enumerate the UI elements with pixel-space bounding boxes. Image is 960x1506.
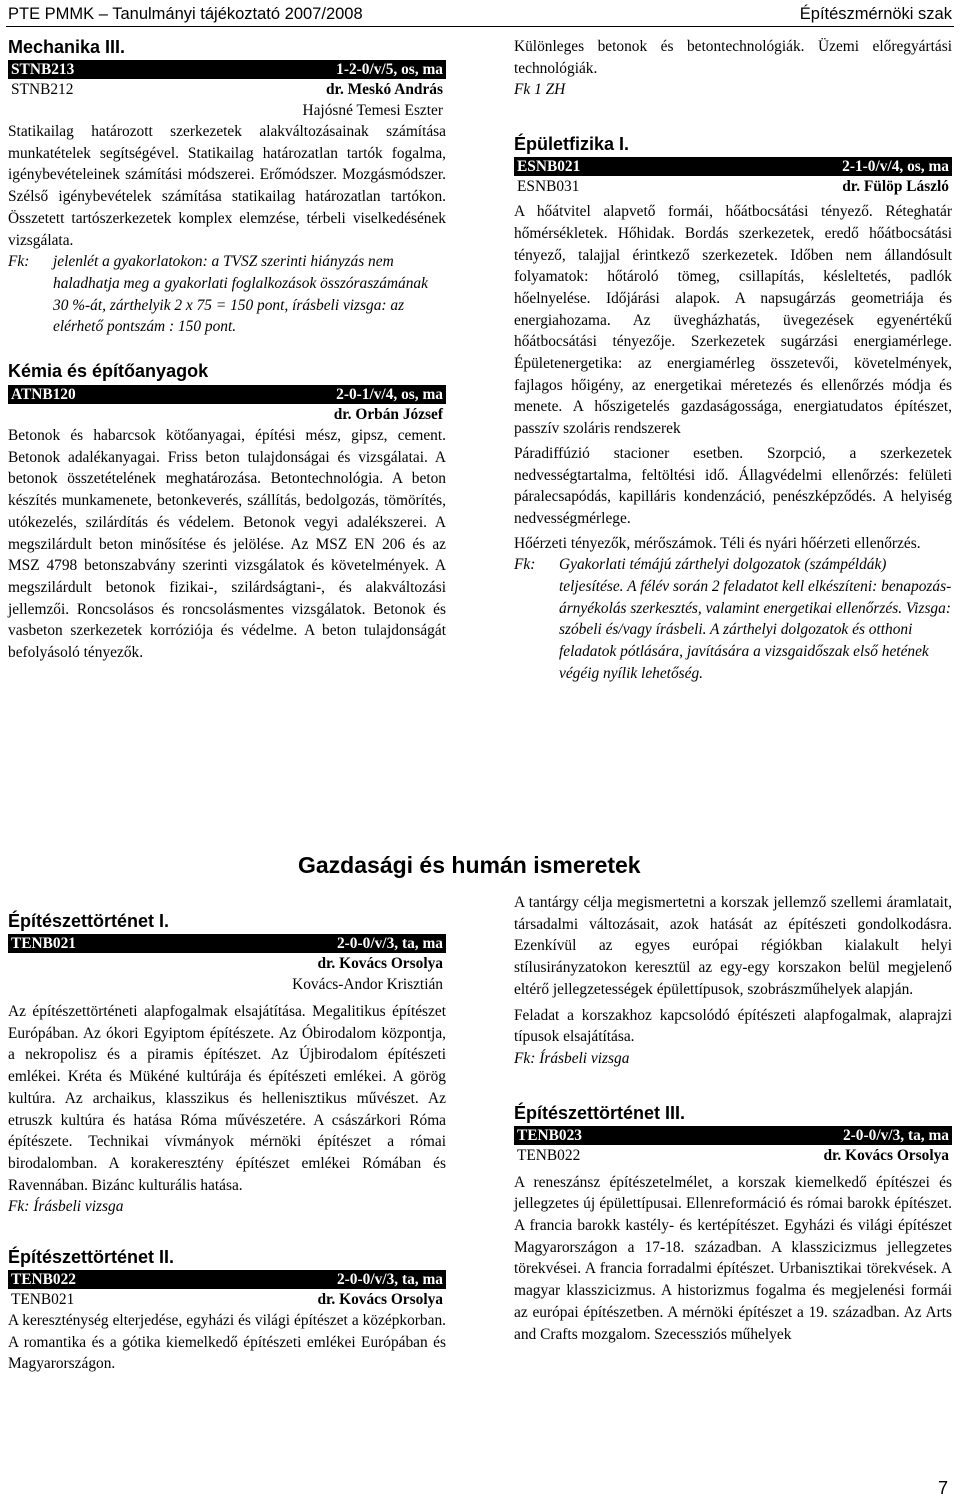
course-code: STNB213 xyxy=(11,61,75,78)
ept2-title: Építészettörténet II. xyxy=(8,1247,175,1268)
lecturer: dr. Kovács Orsolya xyxy=(317,955,443,972)
course-code: TENB021 xyxy=(11,935,76,952)
ept3-prereq-row xyxy=(514,1145,952,1166)
lecturer-2: Hajósné Temesi Eszter xyxy=(302,102,443,119)
course-credits: 2-0-0/v/3, ta, ma xyxy=(842,1126,949,1144)
intro-fk: Fk: Írásbeli vizsga xyxy=(514,1049,630,1067)
prereq-code: TENB022 xyxy=(517,1146,581,1164)
course-code: ESNB021 xyxy=(517,158,581,176)
epuletfizika-prereq-row xyxy=(514,176,952,197)
mechanika-code-bar xyxy=(8,60,446,79)
intro-p2: Feladat a korszakhoz kapcsolódó építészeti alapfogalmak, alaprajzi típusok elsajátítása. xyxy=(514,1006,952,1046)
course-credits: 2-1-0/v/4, os, ma xyxy=(842,158,949,176)
ept3-body: A reneszánsz építészetelmélet, a korszak kiemelkedő építészei és jellegzetes új épülettípusai. Ellenreformáció és római barokk építészet. A francia barokk kastély- és kertépítészet. Egyházi és világi építészet Magyarországon a 17-18. században. A klasszicizmus jellegzetes törekvései. A francia forradalmi építészet. Urbanisztikai törekvések. A magyar klasszicizmus. A historizmus fogalma és megjelenési formái az európai építészetben. A mérnöki építészet a 19. században. Az Arts and Crafts mozgalom. Szecessziós műhelyek xyxy=(514,1173,952,1343)
ept1-code-bar xyxy=(8,934,446,953)
ept1-body: Az építészettörténeti alapfogalmak elsajátítása. Megalitikus építészet Európában. Az ókori Egyiptom építészete. Az Óbirodalom központja, a nekropolisz és a piramis építészet. Az Újbirodalom építészeti emlékei. Kréta és Mükéné kultúrája és építészeti emlékei. A görög kultúra. Az archaikus, klasszikus és hellenisztikus művészet. Az etruszk kultúra és hatása Róma művészetére. A császárkori Róma építészete. Technikai vívmányok mérnöki építészet a római birodalomban. A korakeresztény építészet emlékei Rómában és Ravennában. Bizánc kulturális hatása. xyxy=(8,1003,446,1194)
left-column-bottom xyxy=(8,910,446,1375)
epuletfizika-title: Épületfizika I. xyxy=(514,134,630,155)
kemia-cont-body: Különleges betonok és betontechnológiák. Üzemi előregyártási technológiák. xyxy=(514,38,952,77)
lecturer: dr. Kovács Orsolya xyxy=(823,1146,949,1164)
lecturer-2: Kovács-Andor Krisztián xyxy=(292,976,443,993)
header-right: Építészmérnöki szak xyxy=(799,5,952,23)
ept3-code-bar xyxy=(514,1126,952,1145)
kemia-cont-fk: Fk 1 ZH xyxy=(514,81,566,99)
epuletfizika-code-bar xyxy=(514,157,952,176)
mechanika-body: Statikailag határozott szerkezetek alakváltozásainak számítása munkatételek segítségével. Statikailag határozatlan tartók fogalma, igénybevételeinek számítási módszerei. Erőmódszer. Mozgásmódszer. Szélső igénybevételek számítása statikailag határozatlan tartókon. Összetett tartószerkezetek komplex elemzése, térbeli viselkedésének vizsgálata. xyxy=(8,123,446,249)
prereq-code: TENB021 xyxy=(11,1291,75,1309)
epuletfizika-fk xyxy=(514,554,952,684)
prereq-code: STNB212 xyxy=(11,81,74,98)
page-header xyxy=(6,4,954,27)
right-column-bottom xyxy=(514,892,952,1345)
page-number: 7 xyxy=(938,1478,949,1498)
epuletfizika-p3: Hőérzeti tényezők, mérőszámok. Téli és nyári hőérzeti ellenőrzés. xyxy=(514,534,921,552)
lecturer: dr. Meskó András xyxy=(325,81,443,98)
epuletfizika-p1: A hőátvitel alapvető formái, hőátbocsátási tényező. Réteghatár hőmérsékletek. Hőhidak. Bordás szerkezetek, eredő hőátbocsátási tényező, talajjal érintkező szerkezetek. Időben nem állandósult folyamatok: hőtároló tömeg, csillapítás, késleltetés, padlók hőelnyelése. Időjárási alapok. A napsugárzás geometriája és energiahozama. Az üvegházhatás, üvegezések egyenértékű hőátbocsátási tényezője. Szerkezetek sugárzási energiamérlege. Épületenergetika: az energiamérleg összetevői, követelmények, fajlagos hőigény, az energetikai méretezés és ellenőrzés módja és menete. A hőszigetelés gazdaságossága, energiatudatos építészet, passzív szoláris rendszerek xyxy=(514,203,952,438)
course-credits: 1-2-0/v/5, os, ma xyxy=(336,61,443,78)
kemia-title: Kémia és építőanyagok xyxy=(8,361,209,382)
fk-label: Fk: xyxy=(514,556,536,574)
course-credits: 2-0-1/v/4, os, ma xyxy=(336,386,443,404)
lecturer: dr. Orbán József xyxy=(333,406,443,424)
left-column-top xyxy=(8,36,446,664)
mechanika-fk xyxy=(8,251,446,338)
mechanika-title: Mechanika III. xyxy=(8,37,126,57)
ept2-body: A kereszténység elterjedése, egyházi és világi építészet a középkorban. A romantika és a gótika kiemelkedő építészeti emlékei Európában és Magyarországon. xyxy=(8,1312,446,1373)
fk-label: Fk: xyxy=(8,253,30,271)
right-column-top xyxy=(514,36,952,685)
kemia-code-bar xyxy=(8,385,446,404)
prereq-code: ESNB031 xyxy=(517,178,580,196)
ept1-title: Építészettörténet I. xyxy=(8,911,170,931)
course-code: TENB022 xyxy=(11,1271,76,1289)
ept1-fk: Fk: Írásbeli vizsga xyxy=(8,1198,124,1216)
ept3-title: Építészettörténet III. xyxy=(514,1102,686,1123)
ept2-code-bar xyxy=(8,1270,446,1289)
ept2-prereq-row xyxy=(8,1289,446,1310)
epuletfizika-p2: Páradiffúzió stacioner esetben. Szorpció, a szerkezetek nedvességtartalma, feltöltési idő. Állagvédelmi ellenőrzés: felületi páralecsapódás, kapilláris kondenzáció, penészképződés. A helyiség nedvességmérlege. xyxy=(514,444,952,527)
mechanika-prereq-row xyxy=(8,79,446,100)
section-title: Gazdasági és humán ismeretek xyxy=(298,852,641,878)
course-code: TENB023 xyxy=(517,1126,582,1144)
course-code: ATNB120 xyxy=(11,386,76,404)
header-left: PTE PMMK – Tanulmányi tájékoztató 2007/2008 xyxy=(8,5,363,23)
course-credits: 2-0-0/v/3, ta, ma xyxy=(336,935,443,952)
intro-p1: A tantárgy célja megismertetni a korszak jellemző szellemi áramlatait, társadalmi változásait, azok hatását az építészeti gondolkodásra. Ezenkívül az egyes európai régiókban kialakult helyi stílusirányzatokon keresztül az egy-egy korszakon belül megjelenő eltérő jellegzetességek épülettípusok, szobrászműhelyek alapján. xyxy=(514,894,952,998)
kemia-body: Betonok és habarcsok kötőanyagai, építési mész, gipsz, cement. Betonok adalékanyagai. Friss beton tulajdonságai és vizsgálatai. A betonok összetételének meghatározása. Betontechnológia. A beton készítés munkamenete, betonkeverés, szállítás, bedolgozás, tömörítés, utókezelés, szilárdítás és védelem. Betonok vegyi adalékszerei. A megszilárdult beton minősítése és jelölése. Az MSZ EN 206 és az MSZ 4798 betonszabvány szerinti vizsgálatok és követelmények. A megszilárdult betonok fizikai-, szilárdságtani-, és alakváltozási jellemzői. Roncsolásos és roncsolásmentes vizsgálatok. Betonok és vasbeton szerkezetek korróziója és védelme. A beton tulajdonságát befolyásoló tényezők. xyxy=(8,427,446,662)
lecturer: dr. Fülöp László xyxy=(842,178,949,196)
course-credits: 2-0-0/v/3, ta, ma xyxy=(336,1271,443,1289)
fk-text: Gyakorlati témájú zárthelyi dolgozatok (számpéldák) teljesítése. A félév során 2 feladatot kell elkészíteni: benapozás-árnyékolás szerkesztés, valamint energetikai ellenőrzés. Vizsga: szóbeli és/vagy írásbeli. A zárthelyi dolgozatok és otthoni feladatok pótlására, javítására a vizsgaidőszak első hetének végéig nyílik lehetőség. xyxy=(559,556,952,682)
lecturer: dr. Kovács Orsolya xyxy=(317,1291,443,1309)
fk-text: jelenlét a gyakorlatokon: a TVSZ szerinti hiányzás nem haladhatja meg a gyakorlati foglalkozások összóraszámának 30 %-át, zárthelyik 2 x 75 = 150 pont, írásbeli vizsga: az elérhető pontszám : 150 pont. xyxy=(53,253,428,336)
